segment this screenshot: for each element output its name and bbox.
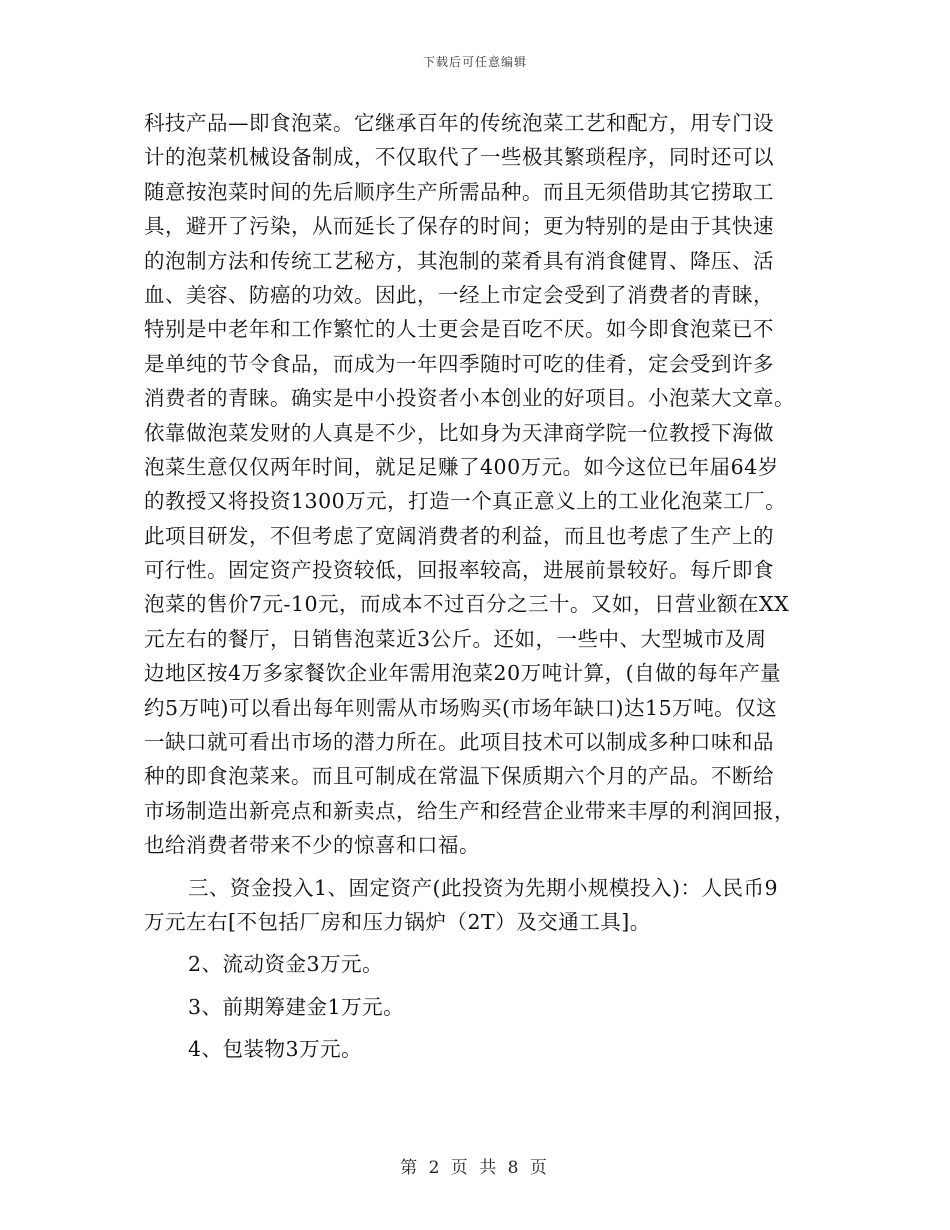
body-line: 此项目研发，不但考虑了宽阔消费者的利益，而且也考虑了生产上的	[144, 523, 774, 548]
body-line: 具，避开了污染，从而延长了保存的时间；更为特别的是由于其快速	[144, 214, 774, 239]
body-line: 也给消费者带来不少的惊喜和口福。	[144, 833, 480, 858]
list-item-packaging: 4、包装物3万元。	[188, 1037, 363, 1062]
body-line: 元左右的餐厅，日销售泡菜近3公斤。还如，一些中、大型城市及周	[144, 626, 767, 651]
body-line: 市场制造出新亮点和新卖点，给生产和经营企业带来丰厚的利润回报，	[144, 798, 795, 823]
list-item-preparation-fund: 3、前期筹建金1万元。	[188, 994, 405, 1019]
section-three-continuation: 万元左右[不包括厂房和压力锅炉（2T）及交通工具]。	[144, 909, 651, 934]
body-line: 血、美容、防癌的功效。因此，一经上市定会受到了消费者的青睐，	[144, 282, 774, 307]
body-line: 一缺口就可看出市场的潜力所在。此项目技术可以制成多种口味和品	[144, 730, 774, 755]
body-line: 泡菜的售价7元-10元，而成本不过百分之三十。又如，日营业额在XX	[144, 592, 790, 617]
body-line: 消费者的青睐。确实是中小投资者小本创业的好项目。小泡菜大文章。	[144, 386, 795, 411]
document-body	[144, 106, 820, 1067]
body-line: 是单纯的节令食品，而成为一年四季随时可吃的佳肴，定会受到许多	[144, 351, 774, 376]
body-line: 依靠做泡菜发财的人真是不少，比如身为天津商学院一位教授下海做	[144, 420, 774, 445]
body-line: 的泡制方法和传统工艺秘方，其泡制的菜肴具有消食健胃、降压、活	[144, 248, 774, 273]
section-three-heading: 三、资金投入1、固定资产(此投资为先期小规模投入)：人民币9	[188, 875, 779, 900]
body-line: 特别是中老年和工作繁忙的人士更会是百吃不厌。如今即食泡菜已不	[144, 317, 774, 342]
body-line: 种的即食泡菜来。而且可制成在常温下保质期六个月的产品。不断给	[144, 764, 774, 789]
body-line: 科技产品—即食泡菜。它继承百年的传统泡菜工艺和配方，用专门设	[144, 111, 774, 135]
body-line: 可行性。固定资产投资较低，回报率较高，进展前景较好。每斤即食	[144, 558, 774, 583]
body-line: 随意按泡菜时间的先后顺序生产所需品种。而且无须借助其它捞取工	[144, 179, 774, 204]
page-header-note: 下载后可任意编辑	[422, 55, 527, 69]
page-number: 第 2 页 共 8 页	[400, 1158, 550, 1178]
body-line: 泡菜生意仅仅两年时间，就足足赚了400万元。如今这位已年届64岁	[144, 454, 779, 479]
body-line: 计的泡菜机械设备制成，不仅取代了一些极其繁琐程序，同时还可以	[144, 145, 774, 170]
list-item-working-capital: 2、流动资金3万元。	[188, 952, 384, 977]
body-line: 约5万吨)可以看出每年则需从市场购买(市场年缺口)达15万吨。仅这	[144, 695, 778, 720]
body-line: 的教授又将投资1300万元，打造一个真正意义上的工业化泡菜工厂。	[144, 489, 787, 514]
body-line: 边地区按4万多家餐饮企业年需用泡菜20万吨计算，(自做的每年产量	[144, 661, 782, 686]
